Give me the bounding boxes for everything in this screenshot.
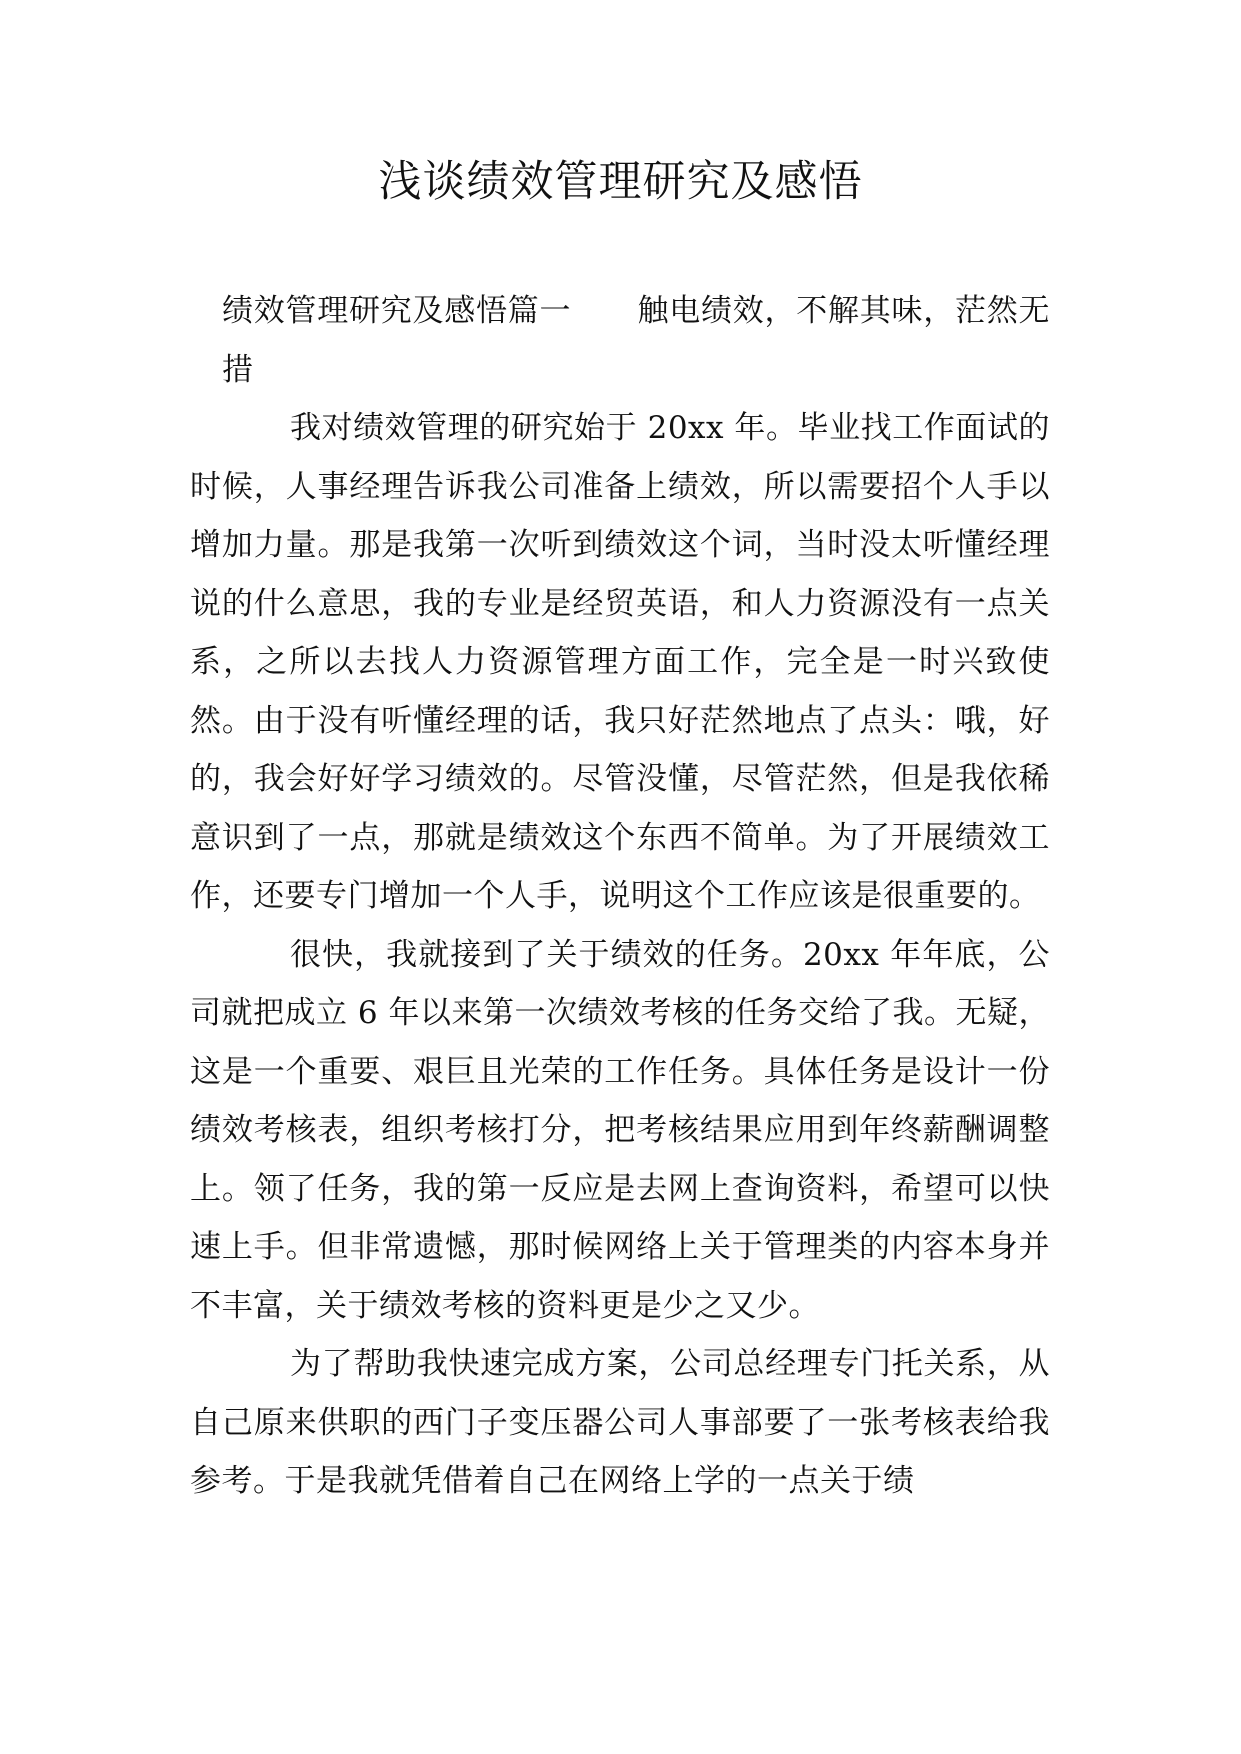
document-body	[190, 282, 1050, 1511]
paragraph: 我对绩效管理的研究始于 20xx 年。毕业找工作面试的时候，人事经理告诉我公司准备上绩效，所以需要招个人手以增加力量。那是我第一次听到绩效这个词，当时没太听懂经理说的什么意思，我的专业是经贸英语，和人力资源没有一点关系，之所以去找人力资源管理方面工作，完全是一时兴致使然。由于没有听懂经理的话，我只好茫然地点了点头：哦，好的，我会好好学习绩效的。尽管没懂，尽管茫然，但是我依稀意识到了一点，那就是绩效这个东西不简单。为了开展绩效工作，还要专门增加一个人手，说明这个工作应该是很重要的。	[190, 410, 1050, 914]
section-heading: 绩效管理研究及感悟篇一	[222, 293, 572, 329]
paragraph: 为了帮助我快速完成方案，公司总经理专门托关系，从自己原来供职的西门子变压器公司人事部要了一张考核表给我参考。于是我就凭借着自己在网络上学的一点关于绩	[190, 1346, 1050, 1499]
section-subtitle: 触电绩效，不解其味，茫然无措	[222, 293, 1050, 388]
document-title: 浅谈绩效管理研究及感悟	[378, 157, 863, 207]
section-header	[190, 282, 1050, 399]
paragraph: 很快，我就接到了关于绩效的任务。20xx 年年底，公司就把成立 6 年以来第一次绩效考核的任务交给了我。无疑，这是一个重要、艰巨且光荣的工作任务。具体任务是设计一份绩效考核表，组织考核打分，把考核结果应用到年终薪酬调整上。领了任务，我的第一反应是去网上查询资料，希望可以快速上手。但非常遗憾，那时候网络上关于管理类的内容本身并不丰富，关于绩效考核的资料更是少之又少。	[190, 936, 1050, 1324]
